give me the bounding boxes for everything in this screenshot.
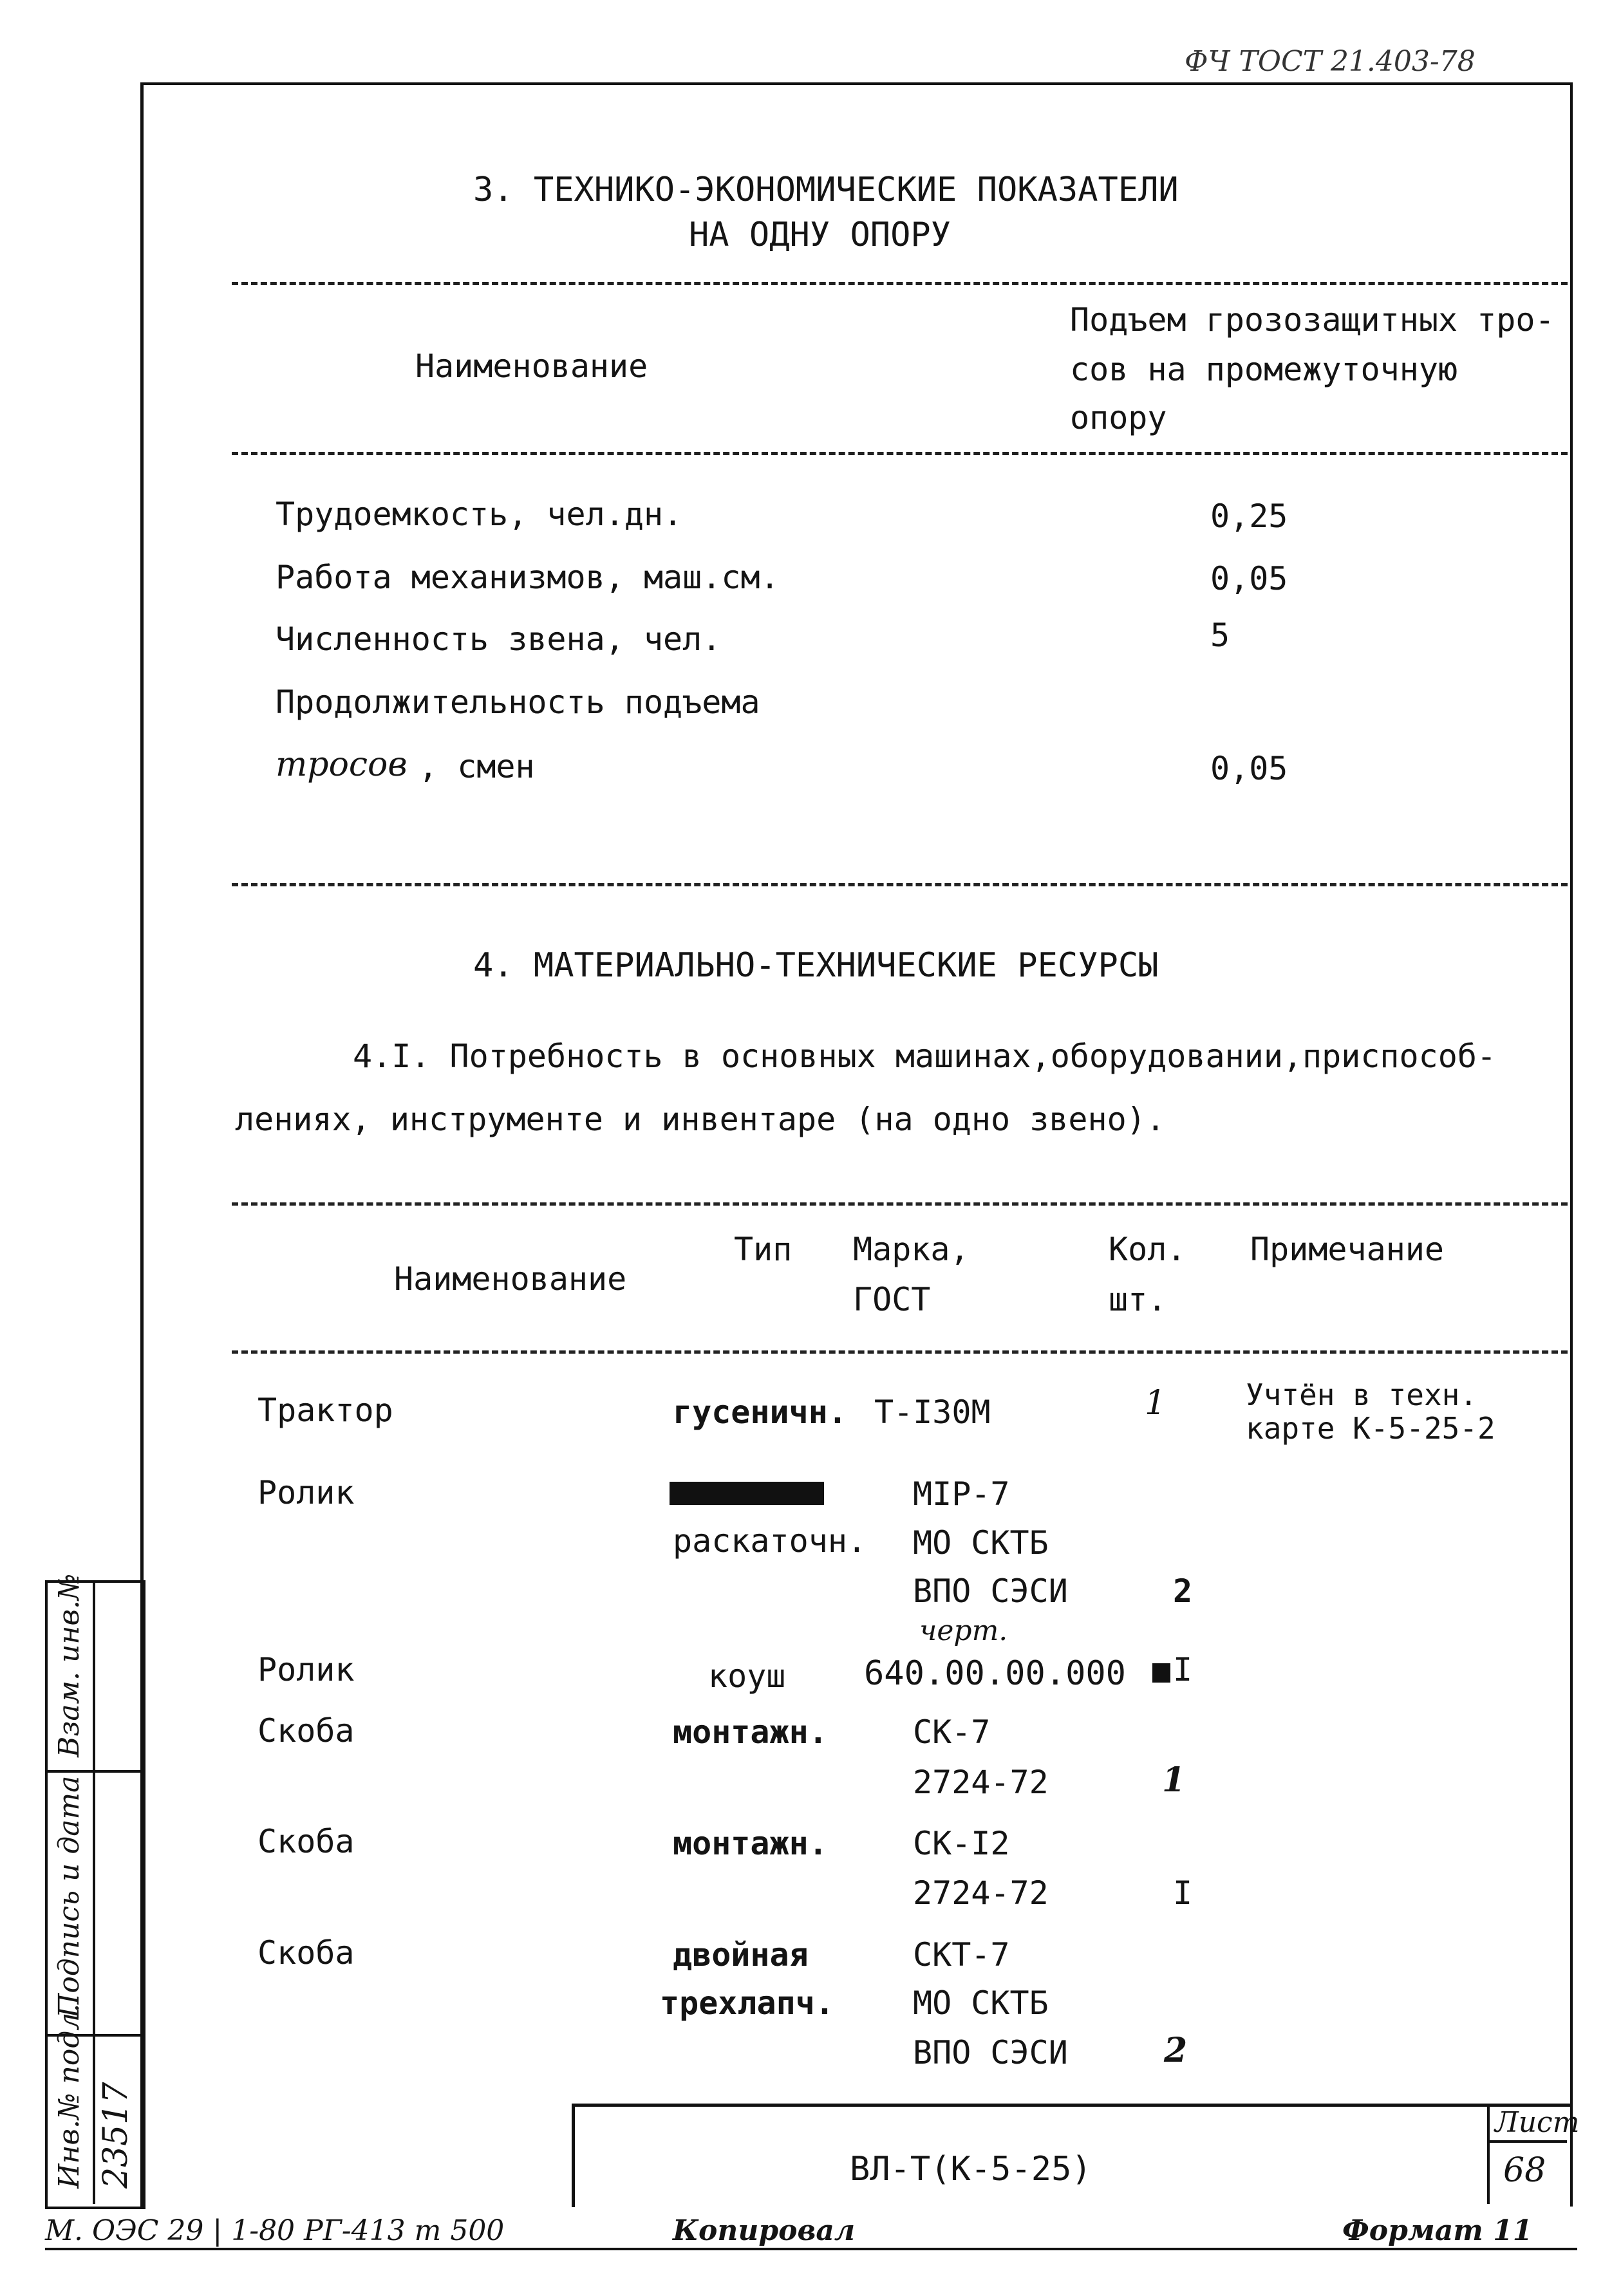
item-mark-line3: ВПО СЭСИ (913, 2034, 1068, 2071)
redaction-mark (1152, 1663, 1170, 1683)
table-rule (232, 1202, 1568, 1206)
item-qty: 1 (1162, 1760, 1186, 1800)
section4-paragraph-line2: лениях, инструменте и инвентаре (на одно звено). (235, 1101, 1165, 1138)
handwritten-annotation: черт. (919, 1614, 1008, 1647)
item-mark-line2: 2724-72 (913, 1764, 1049, 1801)
footer-format: Формат 11 (1342, 2214, 1533, 2247)
item-type-line2: трехлапч. (660, 1984, 834, 2022)
indicator-label-suffix: , смен (418, 748, 535, 785)
table-rule (232, 452, 1568, 455)
section3-col-value-line1: Подъем грозозащитных тро- (1070, 301, 1555, 339)
inventory-label: Инв.№ подл. (53, 2003, 86, 2189)
title-block-divider (1487, 2140, 1567, 2143)
section3-col-value-line3: опору (1070, 399, 1167, 436)
redaction-mark (670, 1482, 824, 1505)
side-stamp-divider (93, 1580, 95, 2204)
footer-copied-by: Копировал (673, 2214, 856, 2247)
document-code-header: ФЧ ТОСТ 21.403-78 (1185, 45, 1476, 78)
indicator-value: 5 (1210, 617, 1230, 654)
item-mark: Т-I30М (874, 1394, 991, 1431)
item-mark-line2: МО СКТБ (913, 1524, 1049, 1562)
indicator-value: 0,25 (1210, 498, 1288, 535)
item-type: раскаточн. (673, 1522, 867, 1560)
item-qty: I (1173, 1874, 1193, 1912)
side-stamp-divider (45, 1770, 140, 1773)
item-name: Ролик (258, 1474, 355, 1511)
footer-rule (45, 2248, 1577, 2250)
table-rule (232, 883, 1568, 886)
section4-paragraph-line1: 4.I. Потребность в основных машинах,оборудовании,приспособ- (353, 1038, 1497, 1075)
item-mark: 640.00.00.000 (864, 1654, 1126, 1693)
item-mark-line1: МIР-7 (913, 1475, 1010, 1513)
column-header-type: Тип (734, 1231, 792, 1268)
column-header-note: Примечание (1250, 1231, 1445, 1268)
item-mark-line1: СКТ-7 (913, 1936, 1010, 1974)
item-type: монтажн. (673, 1825, 828, 1862)
item-qty: 2 (1164, 2031, 1188, 2070)
indicator-label: Трудоемкость, чел.дн. (276, 496, 683, 533)
column-header-mark-line1: Марка, (853, 1231, 970, 1268)
section3-title-line2: НА ОДНУ ОПОРУ (689, 216, 951, 254)
section3-title-line1: 3. ТЕХНИКО-ЭКОНОМИЧЕСКИЕ ПОКАЗАТЕЛИ (473, 171, 1179, 209)
column-header-qty-line2: шт. (1109, 1281, 1167, 1318)
item-name: Трактор (258, 1392, 393, 1429)
section4-title: 4. МАТЕРИАЛЬНО-ТЕХНИЧЕСКИЕ РЕСУРСЫ (473, 946, 1159, 985)
item-type: монтажн. (673, 1713, 828, 1751)
indicator-value: 0,05 (1210, 560, 1288, 597)
title-block-divider (1487, 2104, 1490, 2204)
indicator-label: Численность звена, чел. (276, 621, 722, 658)
item-qty: 2 (1173, 1573, 1193, 1610)
item-qty: I (1173, 1651, 1193, 1688)
item-note-line2: карте К-5-25-2 (1246, 1411, 1495, 1446)
indicator-label: Продолжительность подъема (276, 684, 760, 721)
item-name: Ролик (258, 1651, 355, 1688)
item-name: Скоба (258, 1823, 355, 1860)
column-header-mark-line2: ГОСТ (853, 1281, 931, 1318)
item-name: Скоба (258, 1934, 355, 1972)
item-mark-line2: МО СКТБ (913, 1984, 1049, 2022)
page-frame (140, 82, 1573, 2207)
column-header-name: Наименование (394, 1260, 627, 1298)
sheet-number: 68 (1503, 2151, 1546, 2190)
column-header-qty-line1: Кол. (1109, 1231, 1186, 1268)
document-code: ВЛ-Т(К-5-25) (850, 2150, 1092, 2189)
section3-col-value-line2: сов на промежуточную (1070, 351, 1458, 388)
indicator-value: 0,05 (1210, 750, 1288, 787)
item-type: гусеничн. (673, 1394, 847, 1431)
item-mark-line3: ВПО СЭСИ (913, 1573, 1068, 1610)
item-note-line1: Учтён в техн. (1246, 1377, 1478, 1412)
section3-col-name: Наименование (415, 348, 648, 385)
inventory-number: 23517 (97, 2082, 135, 2189)
item-mark-line2: 2724-72 (913, 1874, 1049, 1912)
table-rule (232, 282, 1568, 285)
item-qty: 1 (1145, 1384, 1167, 1423)
table-rule (232, 1350, 1568, 1354)
item-type: коуш (708, 1657, 786, 1695)
signature-date-label: Подпись и дата (53, 1775, 86, 2018)
item-mark-line1: СК-7 (913, 1713, 991, 1751)
item-mark-line1: СК-I2 (913, 1825, 1010, 1862)
indicator-label: Работа механизмов, маш.см. (276, 559, 780, 596)
item-name: Скоба (258, 1712, 355, 1750)
sheet-label: Лист (1495, 2106, 1580, 2139)
handwritten-correction: тросов (276, 745, 408, 784)
item-type-line1: двойная (673, 1936, 809, 1974)
replacement-inventory-label: Взам. инв.№ (53, 1573, 86, 1757)
footer-order-info: М. ОЭС 29 | 1-80 РГ-413 т 500 (45, 2214, 505, 2247)
